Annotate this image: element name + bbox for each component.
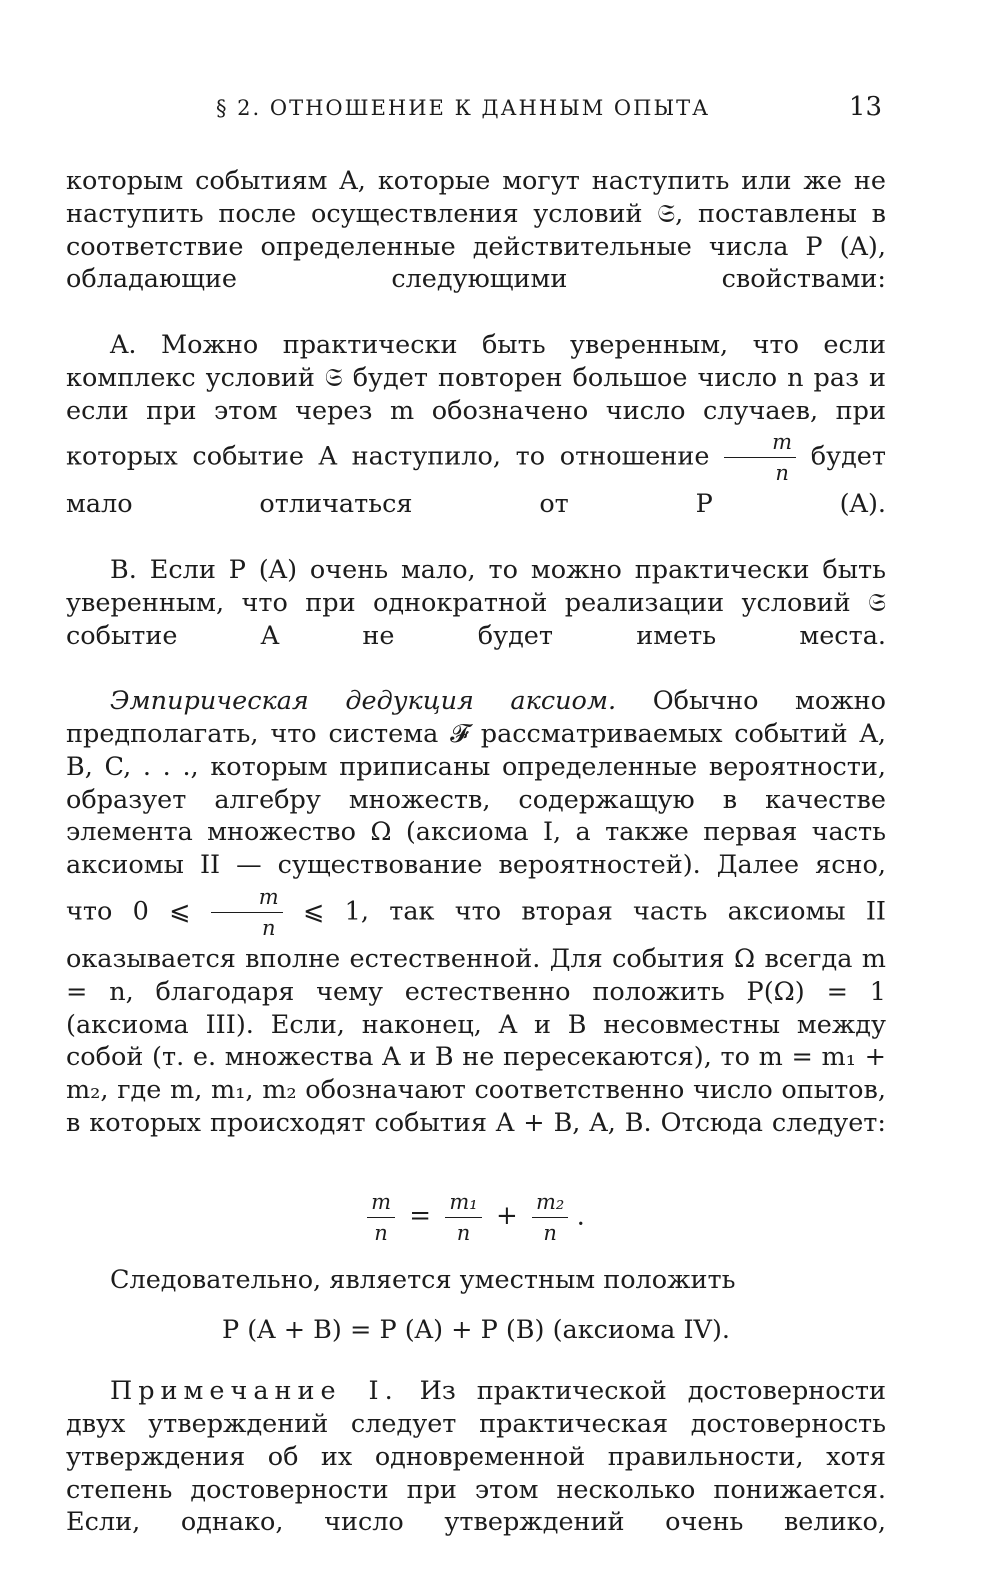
remark-lead: Примечание I. xyxy=(110,1376,399,1407)
conclusion-line: Следовательно, является уместным положить xyxy=(110,1264,736,1295)
equation-axiom-iv: P (A + B) = P (A) + P (B) (аксиома IV). xyxy=(221,1315,731,1346)
fraction-lhs: $\frac{m}{n}$ xyxy=(367,1187,395,1248)
property-b-paragraph: B. Если P (A) очень мало, то можно практически быть уверенным, что при однократной реализации условий 𝔖 событие A не будет иметь места. xyxy=(66,554,886,651)
property-a-paragraph: A. Можно практически быть уверенным, что если комплекс условий 𝔖 будет повторен большое число n раз и если при этом через m обозначено число случаев, при которых событие A наступило, то отношение $\frac{m}{n}$ будет мало отличаться от P (A). xyxy=(66,329,886,520)
remark-paragraph: Примечание I. Из практической достоверности двух утверждений следует практическая достоверность утверждения об их одновременной правильности, хотя степень достоверности при этом несколько понижается. Если, однако, число утверждений очень велико, xyxy=(66,1376,887,1538)
equation-frequency-additivity: $\frac{m}{n}$ = $\frac{\text{m₁}}{n}$ + $\frac{\text{m₂}}{n}$ . xyxy=(66,1187,886,1248)
page-body xyxy=(66,165,886,1572)
empirical-deduction-paragraph: Эмпирическая дедукция аксиом. Обычно можно предполагать, что система 𝓕 рассматриваемых событий A, B, C, . . ., которым приписаны определенные вероятности, образует алгебру множеств, содержащую в качестве элемента множество Ω (аксиома I, а также первая часть аксиомы II — существование вероятностей). Далее ясно, что 0 ⩽ $\frac{m}{n}$ ⩽ 1, так что вторая часть аксиомы II оказывается вполне естественной. Для события Ω всегда m = n, благодаря чему естественно положить P(Ω) = 1 (аксиома III). Если, наконец, A и B несовместны между собой (т. е. множества A и B не пересекаются), то m = m₁ + m₂, где m, m₁, m₂ обозначают соответственно число опытов, в которых происходят события A + B, A, B. Отсюда следует: xyxy=(66,686,887,1138)
ratio-m-over-n: $\frac{m}{n}$ xyxy=(724,427,796,488)
inline-fraction-m-n: $\frac{m}{n}$ xyxy=(211,882,283,943)
fraction-term2: $\frac{\text{m₂}}{n}$ xyxy=(532,1187,568,1248)
paragraph-continuation: которым событиям A, которые могут наступить или же не наступить после осуществления условий 𝔖, поставлены в соответствие определенные действительные числа P (A), обладающие следующими свойствами: xyxy=(66,166,886,295)
page-number: 13 xyxy=(848,92,882,122)
header-title: § 2. ОТНОШЕНИЕ К ДАННЫМ ОПЫТА xyxy=(216,96,711,120)
running-header xyxy=(66,92,886,132)
section-lead-italic: Эмпирическая дедукция аксиом. xyxy=(110,686,617,717)
fraction-term1: $\frac{\text{m₁}}{n}$ xyxy=(445,1187,481,1248)
